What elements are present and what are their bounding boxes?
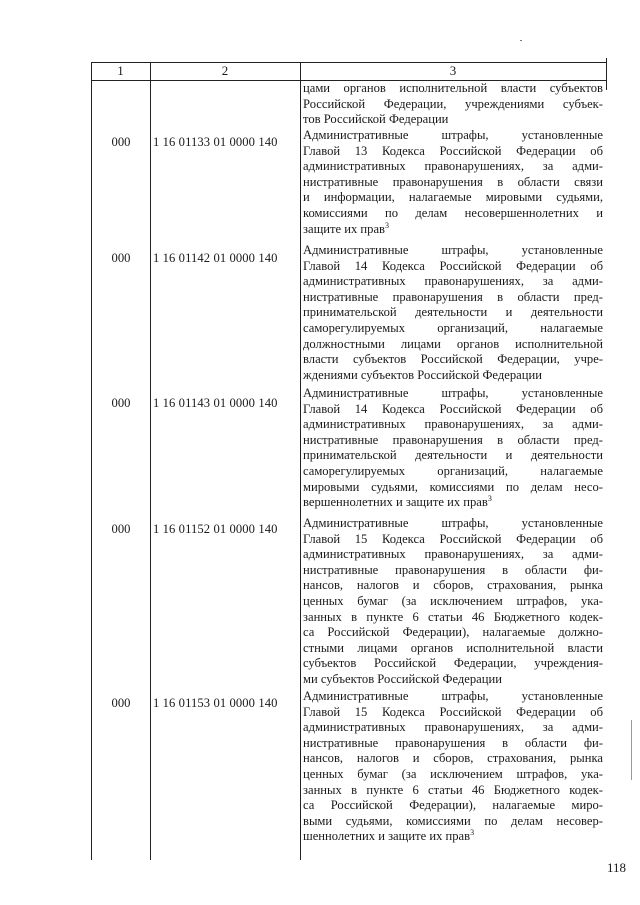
row-description: [303, 243, 603, 383]
desc-line-last: [303, 222, 603, 238]
row-code-col1: 000: [111, 251, 131, 265]
desc-line: комиссиями по делам несовершеннолетних и: [303, 205, 603, 220]
continuation-line: Российской Федерации, учреждениями субъек-: [303, 96, 603, 111]
desc-line: нистративные правонарушения в области фи-: [303, 735, 603, 750]
continuation-line: тов Российской Федерации: [303, 112, 449, 127]
desc-line: административных правонарушениях, за адми-: [303, 547, 603, 562]
desc-line: Административные штрафы, установленные: [303, 516, 603, 530]
desc-line: должностными лицами органов исполнительной: [303, 336, 603, 351]
desc-line: саморегулируемых организаций, налагаемые: [303, 463, 603, 478]
row-kbk-code: 1 16 01142 01 0000 140: [153, 251, 278, 265]
desc-line: са Российской Федерации), налагаемые миро-: [303, 798, 603, 813]
footnote-marker: 3: [470, 829, 475, 838]
desc-line-last: [303, 829, 603, 845]
desc-line: Главой 15 Кодекса Российской Федерации об: [303, 704, 603, 719]
desc-line: Административные штрафы, установленные: [303, 386, 603, 400]
desc-line: административных правонарушениях, за адми-: [303, 417, 603, 432]
row-code-col1: 000: [111, 396, 131, 410]
desc-line: административных правонарушениях, за адми-: [303, 720, 603, 735]
desc-line: административных правонарушениях, за адми-: [303, 159, 603, 174]
desc-line: Главой 13 Кодекса Российской Федерации об: [303, 143, 603, 158]
desc-line: власти субъектов Российской Федерации, учре-: [303, 352, 603, 367]
desc-line: нистративные правонарушения в области пред-: [303, 289, 603, 304]
desc-line: нистративные правонарушения в области пред-: [303, 432, 603, 447]
desc-line: занных в пункте 6 статьи 46 Бюджетного кодек-: [303, 609, 603, 624]
desc-line: мировыми судьями, комиссиями по делам несо-: [303, 479, 603, 494]
desc-line: принимательской деятельности и деятельности: [303, 448, 603, 463]
scan-speck: [631, 720, 632, 780]
desc-line: Административные штрафы, установленные: [303, 128, 603, 142]
desc-line: ценных бумаг (за исключением штрафов, ука-: [303, 593, 603, 608]
row-code-col1: 000: [111, 135, 131, 149]
desc-line: и информации, налагаемые мировыми судьями,: [303, 190, 603, 205]
desc-line-last: [303, 495, 603, 511]
desc-line-text: шеннолетних и защите их прав: [303, 829, 471, 844]
desc-line: нистративные правонарушения в области фи-: [303, 562, 603, 577]
desc-line-text: защите их прав: [303, 221, 386, 236]
desc-line: Административные штрафы, установленные: [303, 243, 603, 257]
column-divider-1-2: [150, 62, 151, 860]
desc-line: Главой 14 Кодекса Российской Федерации об: [303, 401, 603, 416]
row-code-col1: 000: [111, 696, 131, 710]
desc-line: ждениями субъектов Российской Федерации: [303, 367, 542, 382]
row-code-col1: 000: [111, 522, 131, 536]
continuation-line: цами органов исполнительной власти субъектов: [303, 81, 603, 95]
desc-line: субъектов Российской Федерации, учреждения-: [303, 656, 603, 671]
desc-line: ценных бумаг (за исключением штрафов, ука-: [303, 766, 603, 781]
desc-line: Главой 14 Кодекса Российской Федерации об: [303, 258, 603, 273]
row-description: [303, 128, 603, 237]
desc-line: занных в пункте 6 статьи 46 Бюджетного кодек-: [303, 782, 603, 797]
row-kbk-code: 1 16 01143 01 0000 140: [153, 396, 278, 410]
header-col-2: 2: [221, 63, 229, 78]
row-description: [303, 689, 603, 845]
column-divider-2-3: [300, 62, 301, 860]
desc-line: ми субъектов Российской Федерации: [303, 671, 502, 686]
row-kbk-code: 1 16 01152 01 0000 140: [153, 522, 278, 536]
desc-line: выми судьями, комиссиями по делам несовер-: [303, 813, 603, 828]
header-col-1: 1: [117, 63, 124, 78]
page-number: 118: [606, 860, 626, 875]
row-kbk-code: 1 16 01153 01 0000 140: [153, 696, 278, 710]
desc-line: нансов, налогов и сборов, страхования, рынка: [303, 751, 603, 766]
desc-line: Административные штрафы, установленные: [303, 689, 603, 703]
desc-line: саморегулируемых организаций, налагаемые: [303, 320, 603, 335]
scan-speck: [520, 40, 522, 41]
desc-line: принимательской деятельности и деятельности: [303, 305, 603, 320]
footnote-marker: 3: [385, 221, 390, 230]
footnote-marker: 3: [487, 495, 492, 503]
desc-line: административных правонарушениях, за адми-: [303, 274, 603, 289]
desc-line: стными лицами органов исполнительной власти: [303, 640, 603, 655]
desc-line: Главой 15 Кодекса Российской Федерации об: [303, 531, 603, 546]
desc-line-text: вершеннолетних и защите их прав: [303, 495, 488, 510]
desc-line: са Российской Федерации), налагаемые должно-: [303, 625, 603, 640]
desc-line: нансов, налогов и сборов, страхования, рынка: [303, 578, 603, 593]
table-border-left: [91, 62, 92, 860]
row-kbk-code: 1 16 01133 01 0000 140: [153, 135, 278, 149]
header-col-3: 3: [449, 63, 457, 78]
desc-line: нистративные правонарушения в области связи: [303, 174, 603, 189]
row-description: [303, 516, 603, 688]
row-description: [303, 386, 603, 511]
continuation-text: [303, 81, 603, 128]
